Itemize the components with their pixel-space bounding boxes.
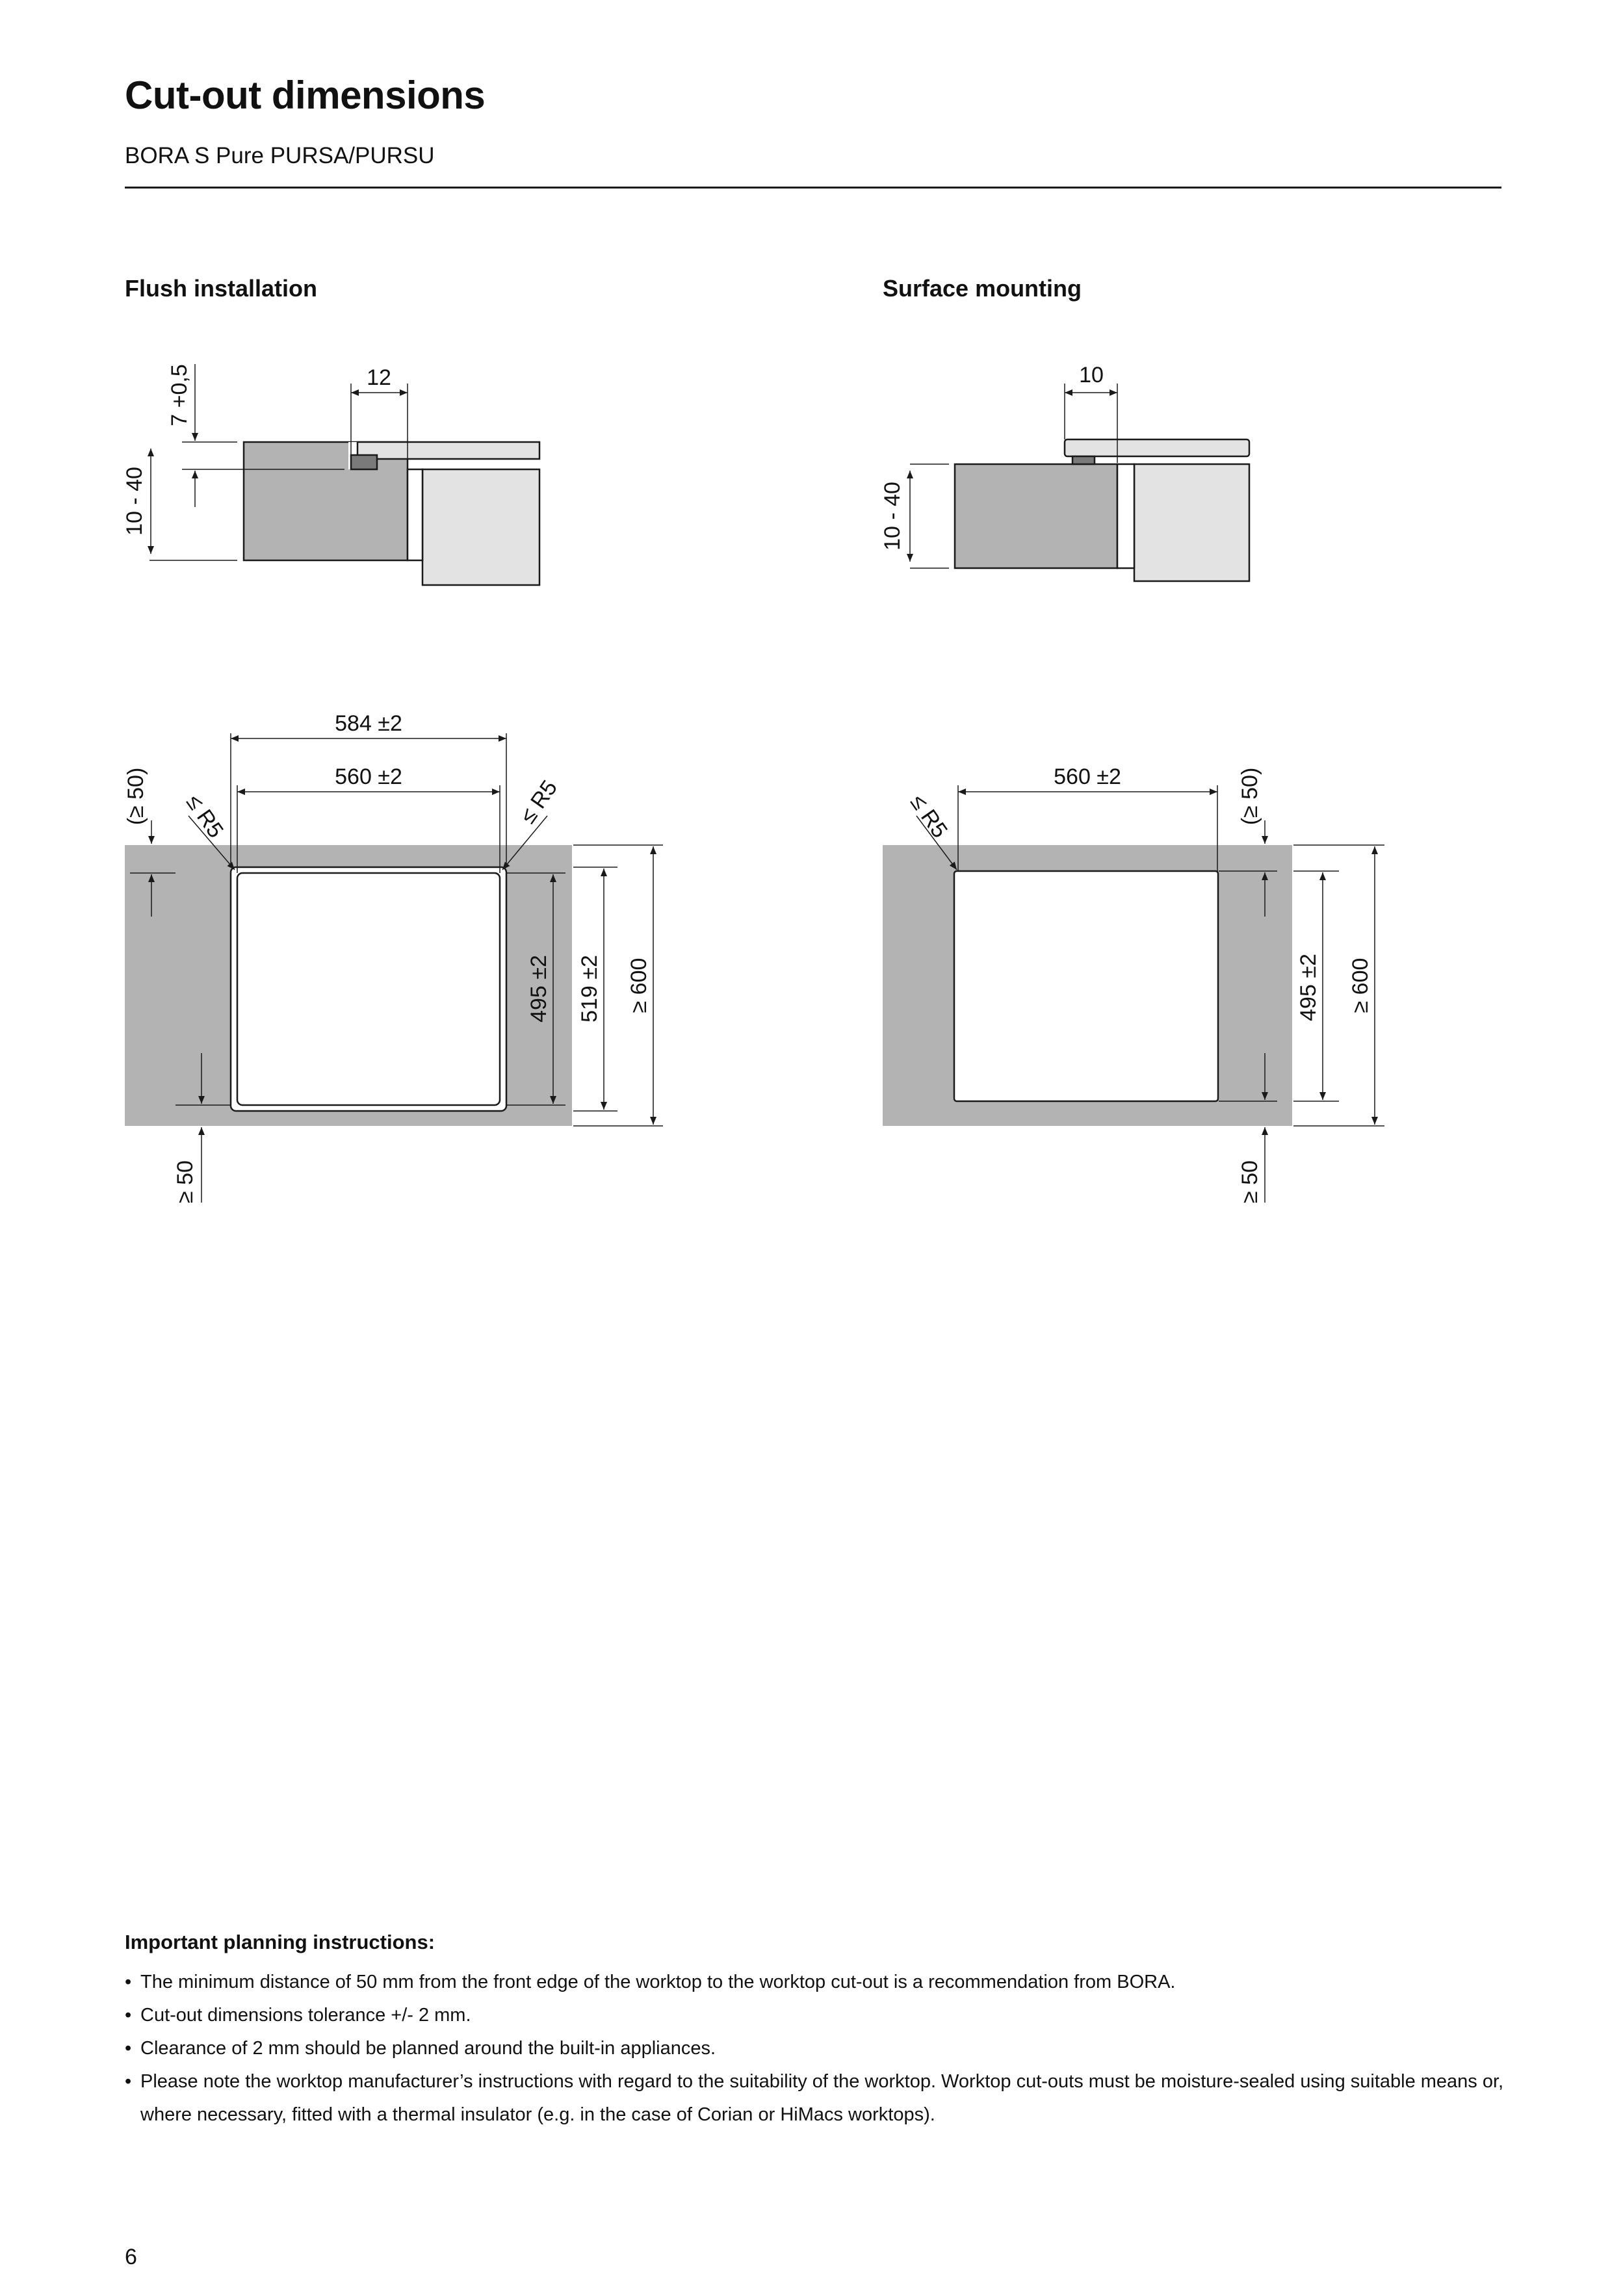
- dim-worktop-depth: ≥ 600: [1348, 958, 1373, 1013]
- appliance-body: [422, 469, 539, 585]
- planning-instructions-heading: Important planning instructions:: [125, 1931, 435, 1953]
- list-item: • Clearance of 2 mm should be planned around the built-in appliances.: [125, 2032, 1509, 2065]
- sealing-strip: [351, 455, 377, 469]
- list-item: • The minimum distance of 50 mm from the front edge of the worktop to the worktop cut-out is a recommendation from BORA.: [125, 1966, 1509, 1999]
- dim-inner-width: 560 ±2: [335, 764, 402, 789]
- dim-outer-width: 584 ±2: [335, 711, 402, 736]
- worktop-section: [955, 464, 1117, 568]
- dim-front-clearance: ≥ 50: [173, 1160, 198, 1203]
- dim-inner-depth: 495 ±2: [526, 955, 551, 1023]
- dim-edge-width: 12: [367, 365, 391, 390]
- worktop-section: [244, 442, 408, 560]
- dim-worktop-thickness: 10 - 40: [122, 467, 147, 536]
- cooktop-glass: [1065, 439, 1249, 456]
- flush-installation-title: Flush installation: [125, 275, 318, 302]
- radius-label-left: ≤ R5: [905, 790, 953, 842]
- dim-back-clearance: (≥ 50): [123, 767, 148, 826]
- list-item: • Cut-out dimensions tolerance +/- 2 mm.: [125, 1999, 1509, 2032]
- dim-depth: 495 ±2: [1296, 954, 1321, 1021]
- dim-top-recess: 7 +0,5: [167, 364, 192, 426]
- dim-outer-depth: 519 ±2: [577, 955, 602, 1023]
- appliance-frame: [408, 469, 422, 560]
- page-title: Cut-out dimensions: [125, 73, 486, 117]
- appliance-body: [1134, 464, 1249, 581]
- dim-worktop-depth: ≥ 600: [627, 958, 651, 1013]
- planning-instructions-list: [125, 1966, 1509, 2132]
- list-item: • Please note the worktop manufacturer’s instructions with regard to the suitability of the worktop. Worktop cut-outs must be moisture-sealed using suitable means or, where necessary, fitted with a thermal insulator (e.g. in the case of Corian or HiMacs worktops).: [125, 2065, 1509, 2132]
- inner-cutout: [237, 873, 500, 1105]
- dim-back-clearance: (≥ 50): [1238, 767, 1262, 826]
- planning-instructions: [125, 1931, 1509, 2132]
- dim-overlap: 10: [1079, 363, 1104, 387]
- radius-label-right: ≤ R5: [515, 776, 563, 828]
- appliance-frame: [1117, 464, 1134, 568]
- sealing-strip: [1072, 456, 1095, 464]
- dim-worktop-thickness: 10 - 40: [880, 482, 905, 551]
- page-number: 6: [125, 2245, 137, 2269]
- surface-section-view: [910, 384, 1249, 581]
- flush-section-view: [149, 364, 539, 585]
- surface-mounting-title: Surface mounting: [883, 275, 1082, 302]
- cooktop-glass: [357, 442, 539, 459]
- dim-width: 560 ±2: [1054, 764, 1121, 789]
- cutout: [954, 871, 1218, 1101]
- page-subtitle: BORA S Pure PURSA/PURSU: [125, 143, 435, 168]
- dim-front-clearance: ≥ 50: [1238, 1160, 1262, 1203]
- radius-label-left: ≤ R5: [181, 790, 229, 842]
